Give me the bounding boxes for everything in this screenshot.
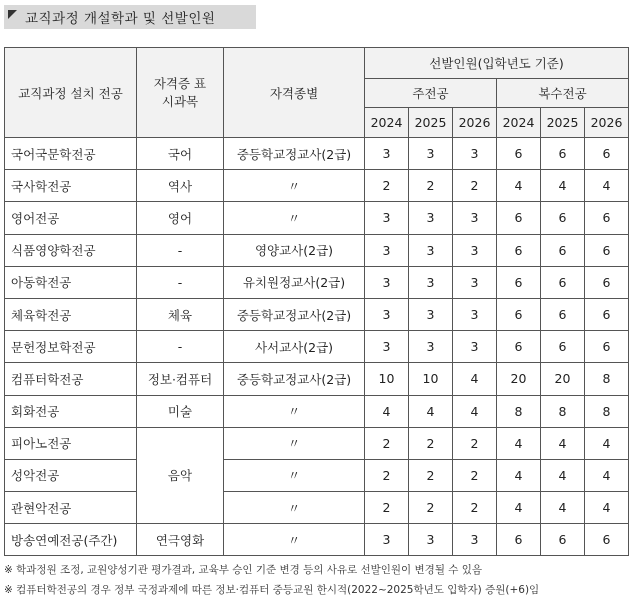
cell-primary-count: 3	[453, 331, 497, 363]
corner-triangle-icon	[8, 10, 17, 19]
cell-double-count: 4	[497, 427, 541, 459]
cell-subject: -	[137, 331, 224, 363]
cell-double-count: 6	[585, 234, 629, 266]
cell-double-count: 6	[541, 138, 585, 170]
cell-type: 〃	[224, 202, 365, 234]
cell-double-count: 4	[585, 427, 629, 459]
cell-primary-count: 2	[409, 459, 453, 491]
cell-primary-count: 3	[409, 234, 453, 266]
cell-double-count: 6	[541, 202, 585, 234]
cell-subject: -	[137, 266, 224, 298]
cell-primary-count: 3	[409, 298, 453, 330]
header-double-year: 2024	[497, 108, 541, 138]
cell-major: 관현악전공	[5, 492, 137, 524]
table-row	[5, 363, 629, 395]
cell-subject: 영어	[137, 202, 224, 234]
cell-primary-count: 3	[365, 331, 409, 363]
cell-primary-count: 2	[365, 492, 409, 524]
cell-major: 회화전공	[5, 395, 137, 427]
cell-primary-count: 4	[365, 395, 409, 427]
table-row	[5, 234, 629, 266]
cell-type: 영양교사(2급)	[224, 234, 365, 266]
note-line: ※ 컴퓨터학전공의 경우 정부 국정과제에 따른 정보·컴퓨터 중등교원 한시적(2022~2025학년도 입학자) 증원(+6)임	[4, 584, 540, 596]
header-type: 자격종별	[224, 48, 365, 138]
cell-major: 성악전공	[5, 459, 137, 491]
cell-primary-count: 3	[453, 202, 497, 234]
cell-major: 식품영양학전공	[5, 234, 137, 266]
cell-double-count: 20	[541, 363, 585, 395]
cell-subject: 미술	[137, 395, 224, 427]
cell-primary-count: 3	[409, 524, 453, 556]
cell-subject: 음악	[137, 427, 224, 524]
cell-primary-count: 10	[365, 363, 409, 395]
cell-double-count: 4	[497, 170, 541, 202]
cell-double-count: 6	[585, 266, 629, 298]
cell-primary-count: 2	[409, 492, 453, 524]
cell-double-count: 4	[541, 459, 585, 491]
cell-major: 체육학전공	[5, 298, 137, 330]
cell-primary-count: 3	[365, 202, 409, 234]
cell-double-count: 6	[541, 266, 585, 298]
table-row	[5, 492, 629, 524]
cell-double-count: 4	[541, 427, 585, 459]
cell-major: 피아노전공	[5, 427, 137, 459]
cell-primary-count: 2	[453, 459, 497, 491]
cell-primary-count: 3	[409, 331, 453, 363]
cell-double-count: 6	[497, 266, 541, 298]
cell-primary-count: 3	[365, 234, 409, 266]
table-row	[5, 331, 629, 363]
cell-primary-count: 2	[365, 459, 409, 491]
cell-major: 문헌정보학전공	[5, 331, 137, 363]
cell-double-count: 6	[497, 202, 541, 234]
cell-primary-count: 3	[365, 138, 409, 170]
cell-primary-count: 3	[453, 524, 497, 556]
cell-primary-count: 2	[409, 170, 453, 202]
cell-double-count: 8	[585, 363, 629, 395]
cell-double-count: 6	[585, 331, 629, 363]
cell-double-count: 6	[497, 298, 541, 330]
cell-double-count: 4	[585, 170, 629, 202]
cell-subject: 체육	[137, 298, 224, 330]
cell-double-count: 6	[497, 138, 541, 170]
cell-type: 〃	[224, 395, 365, 427]
cell-double-count: 20	[497, 363, 541, 395]
cell-primary-count: 4	[453, 363, 497, 395]
table-row	[5, 202, 629, 234]
cell-type: 중등학교정교사(2급)	[224, 138, 365, 170]
cell-type: 중등학교정교사(2급)	[224, 298, 365, 330]
cell-primary-count: 3	[453, 234, 497, 266]
cell-type: 〃	[224, 427, 365, 459]
cell-primary-count: 2	[453, 170, 497, 202]
cell-subject: 역사	[137, 170, 224, 202]
table-row	[5, 138, 629, 170]
table-row	[5, 395, 629, 427]
cell-major: 영어전공	[5, 202, 137, 234]
cell-primary-count: 4	[409, 395, 453, 427]
table-row	[5, 170, 629, 202]
cell-primary-count: 3	[365, 298, 409, 330]
cell-subject: 국어	[137, 138, 224, 170]
cell-primary-count: 3	[365, 266, 409, 298]
header-primary-year: 2024	[365, 108, 409, 138]
cell-primary-count: 3	[409, 138, 453, 170]
cell-type: 〃	[224, 492, 365, 524]
cell-primary-count: 2	[453, 492, 497, 524]
header-subject-text: 자격증 표시과목	[153, 75, 207, 109]
header-double-year: 2026	[585, 108, 629, 138]
cell-subject: 정보·컴퓨터	[137, 363, 224, 395]
cell-double-count: 4	[585, 492, 629, 524]
cell-double-count: 8	[541, 395, 585, 427]
cell-primary-count: 3	[453, 298, 497, 330]
header-major: 교직과정 설치 전공	[5, 48, 137, 138]
header-double: 복수전공	[497, 79, 629, 108]
header-double-year: 2025	[541, 108, 585, 138]
cell-major: 국어국문학전공	[5, 138, 137, 170]
cell-primary-count: 3	[365, 524, 409, 556]
cell-primary-count: 10	[409, 363, 453, 395]
cell-double-count: 8	[497, 395, 541, 427]
cell-double-count: 6	[585, 298, 629, 330]
cell-type: 〃	[224, 524, 365, 556]
cell-type: 사서교사(2급)	[224, 331, 365, 363]
cell-double-count: 4	[497, 459, 541, 491]
selection-table	[4, 47, 629, 556]
header-primary-year: 2026	[453, 108, 497, 138]
cell-primary-count: 2	[453, 427, 497, 459]
table-row	[5, 459, 629, 491]
cell-double-count: 6	[541, 331, 585, 363]
cell-subject: -	[137, 234, 224, 266]
cell-primary-count: 2	[365, 427, 409, 459]
cell-subject: 연극영화	[137, 524, 224, 556]
cell-double-count: 8	[585, 395, 629, 427]
header-selection: 선발인원(입학년도 기준)	[365, 48, 629, 79]
cell-primary-count: 4	[453, 395, 497, 427]
table-row	[5, 524, 629, 556]
cell-double-count: 6	[585, 138, 629, 170]
cell-double-count: 6	[497, 524, 541, 556]
cell-double-count: 6	[585, 524, 629, 556]
cell-double-count: 6	[497, 234, 541, 266]
cell-primary-count: 2	[409, 427, 453, 459]
cell-type: 〃	[224, 459, 365, 491]
note-line: ※ 학과정원 조정, 교원양성기관 평가결과, 교육부 승인 기준 변경 등의 사유로 선발인원이 변경될 수 있음	[4, 564, 483, 576]
table-row	[5, 298, 629, 330]
cell-major: 방송연예전공(주간)	[5, 524, 137, 556]
header-primary-year: 2025	[409, 108, 453, 138]
table-body	[5, 138, 629, 556]
cell-type: 〃	[224, 170, 365, 202]
table-row	[5, 427, 629, 459]
cell-major: 컴퓨터학전공	[5, 363, 137, 395]
cell-double-count: 6	[541, 524, 585, 556]
cell-primary-count: 2	[365, 170, 409, 202]
notes	[4, 560, 539, 600]
cell-double-count: 4	[541, 170, 585, 202]
cell-double-count: 6	[541, 298, 585, 330]
cell-major: 국사학전공	[5, 170, 137, 202]
cell-double-count: 6	[497, 331, 541, 363]
cell-double-count: 6	[585, 202, 629, 234]
cell-double-count: 4	[585, 459, 629, 491]
cell-double-count: 6	[541, 234, 585, 266]
section-title-bar	[4, 5, 256, 29]
cell-type: 중등학교정교사(2급)	[224, 363, 365, 395]
cell-primary-count: 3	[453, 138, 497, 170]
header-primary: 주전공	[365, 79, 497, 108]
section-title: 교직과정 개설학과 및 선발인원	[25, 11, 216, 27]
cell-double-count: 4	[497, 492, 541, 524]
cell-major: 아동학전공	[5, 266, 137, 298]
cell-primary-count: 3	[453, 266, 497, 298]
table-row	[5, 266, 629, 298]
cell-primary-count: 3	[409, 266, 453, 298]
header-subject	[137, 48, 224, 138]
cell-primary-count: 3	[409, 202, 453, 234]
cell-type: 유치원정교사(2급)	[224, 266, 365, 298]
cell-double-count: 4	[541, 492, 585, 524]
